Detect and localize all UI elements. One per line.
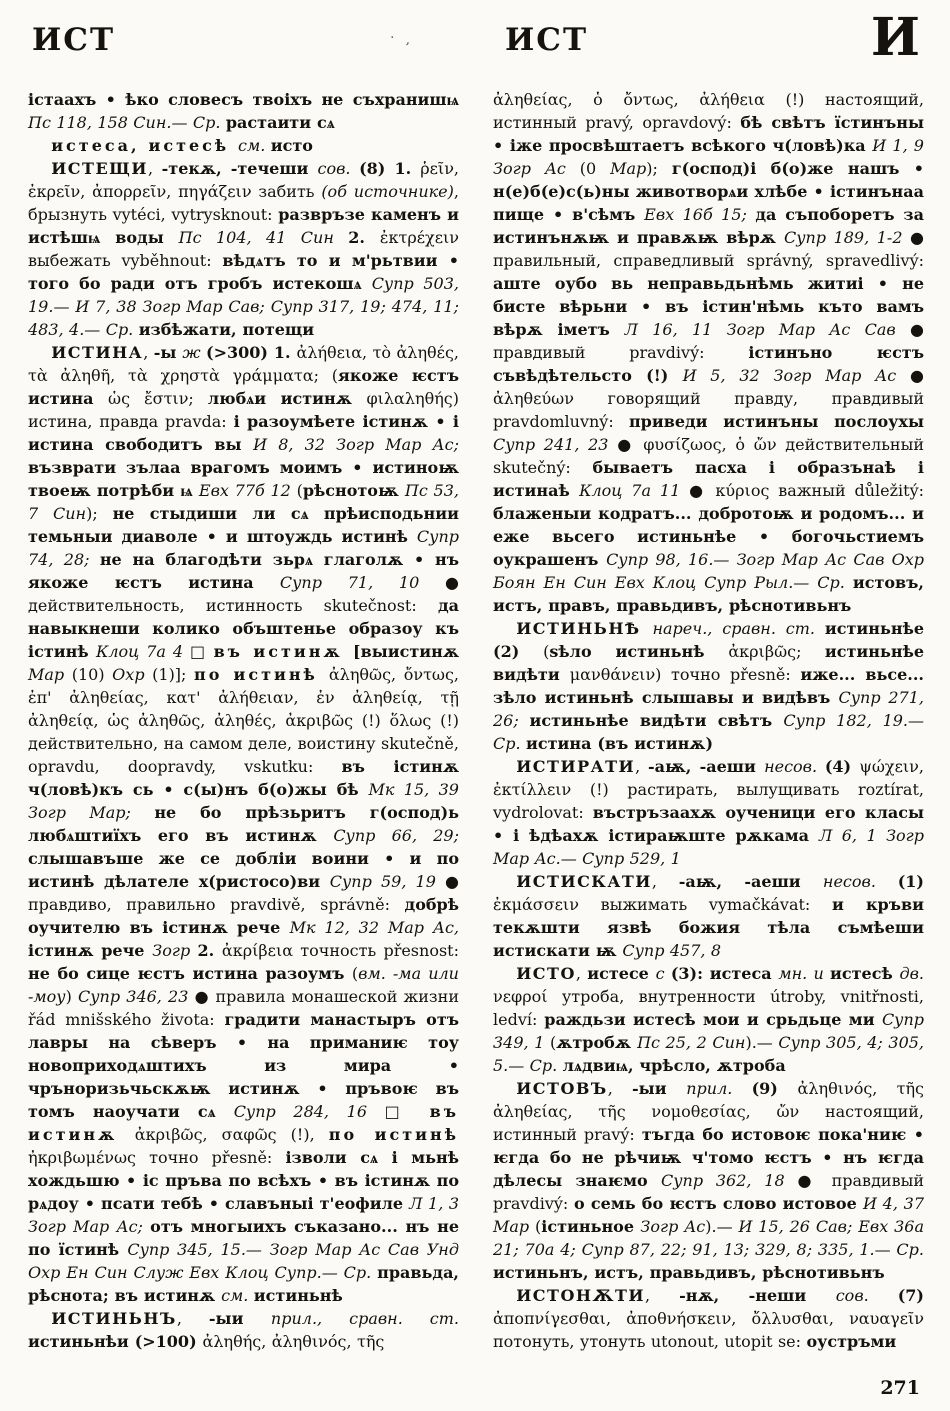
page-number: 271 <box>880 1377 920 1399</box>
text-segment-g: μανθάνειν <box>569 665 656 684</box>
text-segment-g: ἀληθινός, τῆς ἀληθείας, τῆς νομοθεσίας, ὤν <box>493 1079 924 1121</box>
text-segment-b: (4) <box>824 757 860 776</box>
entry-istinnu <box>28 1307 459 1353</box>
text-segment-q: не стыдиши ли сѧ прѣисподьнии темьныи диаволе • и штоуждь истинѣ <box>28 504 459 546</box>
text-segment-p: забить <box>258 182 322 201</box>
text-segment-i: Евх 16б 15; <box>644 205 756 224</box>
text-segment-s: ● <box>617 435 644 454</box>
text-segment-q: истиньнѣе видѣти свѣтъ <box>529 711 784 730</box>
text-segment-g: ψώχειν, ἐκτίλλειν (!) <box>493 757 924 799</box>
text-segment-i: см. <box>238 136 271 155</box>
text-segment-q: истиньнѣи <box>28 1332 135 1351</box>
text-segment-i: Супр 59, 19 <box>329 872 446 891</box>
scan-artifact: · , <box>389 30 416 49</box>
text-segment-g: φυσίζωος, ὁ ὤν <box>643 435 786 454</box>
text-segment-q: любѧи истинѫ <box>207 389 367 408</box>
entry-istinnu-continued <box>493 88 924 617</box>
text-segment-p: действительно, на самом деле, воистину skutečně, opravdu, doopravdy, vskutku: <box>28 734 459 776</box>
text-segment-q: -ы <box>153 343 183 362</box>
text-segment-q: -ыи <box>208 1309 271 1328</box>
text-segment-p: (10) <box>71 665 113 684</box>
text-segment-i: И 4, 37 Мар <box>493 1194 925 1236</box>
text-segment-i: Л 16, 11 Зогр Мар Ас Сав <box>624 320 911 339</box>
text-segment-q: да съпоборетъ за истинънѫѭ и правѫѭ вѣрѫ <box>493 205 925 247</box>
text-segment-q: въ істинѫ ч(ловѣ)къ сь • с(ы)нъ б(о)жы бѣ <box>28 757 459 799</box>
text-segment-h: ИСТОВЪ <box>516 1079 608 1098</box>
text-segment-qs: по истинѣ <box>194 665 329 684</box>
entry-istonoti <box>493 1284 924 1353</box>
text-segment-q: [выистинѫ <box>353 642 460 661</box>
text-segment-q: истиньнъ, истъ, правьдивъ, рѣснотивьнъ <box>493 1263 885 1282</box>
text-segment-p: ( <box>535 1217 542 1236</box>
text-segment-p: , <box>143 343 154 362</box>
entry-istiskati <box>493 870 924 962</box>
text-segment-q: не бо прѣзьритъ г(оспод)ь любѧштиїхъ его въ истинѫ <box>28 803 459 845</box>
text-segment-i: Супр 457, 8 <box>622 941 722 960</box>
text-segment-q: істаахъ • ѣко словесъ твоіхъ не съхранишѩ <box>28 90 459 109</box>
text-segment-q: якоже ѥстъ истина <box>28 366 459 408</box>
text-segment-b: (3): <box>670 964 710 983</box>
text-segment-i: Супр 345, 15.— Зогр Мар Ас Сав Унд Охр Ен Син Служ Евх Клоц Супр.— Ср. <box>28 1240 459 1282</box>
text-segment-p: точно přesně: <box>149 1148 286 1167</box>
text-segment-g: ἐκτρέχειν <box>379 228 460 247</box>
text-segment-i: см. <box>221 1286 254 1305</box>
text-segment-q: истина (въ истинѫ) <box>525 734 714 753</box>
text-segment-q: и кръви текѫшти язвѣ божия тѣла съмѣеши истискати ѭ <box>493 895 924 960</box>
text-segment-g: ἀλήθεια, τὸ ἀληθές, τὰ ἀληθῆ, τὰ χρηστὰ γράμματα; <box>28 343 460 385</box>
text-segment-q: аште оубо вь неправьдьнѣмь житиі • не бисте вѣрьни • въ істин'нѣмь къто вамъ вѣрѫ іметъ <box>493 274 924 339</box>
text-segment-p: ); <box>646 159 672 178</box>
text-segment-q: бываетъ пасха і образънаѣ і истинаѣ <box>493 458 925 500</box>
text-segment-i: Л 6, 1 Зогр Мар Ас.— Супр 529, 1 <box>493 826 925 868</box>
text-segment-p: правдивый pravdivý: <box>493 1171 924 1213</box>
text-columns <box>28 88 924 1353</box>
text-segment-i: сов. <box>317 159 360 178</box>
text-segment-i: Мк 15, 39 Зогр Мар; <box>28 780 459 822</box>
entry-istirati <box>493 755 924 870</box>
text-segment-i: Пс 53, 7 Син <box>28 481 459 523</box>
text-segment-p: правильный, справедливый správný, spravedlivý: <box>493 251 924 270</box>
text-segment-i: (об источнике) <box>321 182 454 201</box>
text-segment-i: несов. <box>764 757 825 776</box>
text-segment-g: ἐκμάσσειν <box>493 895 601 914</box>
text-segment-p: ); <box>86 504 113 523</box>
text-segment-i: И 5, 32 Зогр Мар Ас <box>682 366 911 385</box>
text-segment-p: правдивый pravdivý: <box>493 343 749 362</box>
text-segment-p: выжимать vymačkávat: <box>600 895 832 914</box>
text-segment-i: Зогр Ас <box>640 1217 706 1236</box>
text-segment-h: ИСТИНЬНѢ <box>516 619 653 638</box>
text-segment-h: ИСТИНА <box>51 343 144 362</box>
text-segment-i: Супр 362, 18 <box>661 1171 798 1190</box>
text-segment-p: , <box>147 159 162 178</box>
text-segment-g: ἀληθής, ἀληθινός, τῆς <box>202 1332 385 1351</box>
text-segment-i: Зогр <box>152 941 198 960</box>
text-segment-b: (7) <box>897 1286 924 1305</box>
text-segment-b: (1) <box>897 872 924 891</box>
running-head-left: ИСТ <box>32 22 116 58</box>
entry-istesti <box>28 157 459 341</box>
text-segment-g: ἀκρίβεια <box>221 941 301 960</box>
text-segment-p: ( <box>331 366 338 385</box>
text-segment-i: Мар <box>610 159 647 178</box>
text-segment-p: , <box>635 757 648 776</box>
text-segment-q: ѫтробѫ <box>556 1033 638 1052</box>
text-segment-p: настоящий, истинный pravý, opravdový: <box>493 90 924 132</box>
text-segment-g: ἀληθῶς, ὄντως, ἐπ' ἀληθείας, κατ' ἀλήθειαν, ἐν ἀληθείᾳ, τῇ ἀληθείᾳ, ὡς ἀληθῶς, ἀληθές, ἀκριβῶς (!) ὅλως (!) <box>28 665 460 730</box>
text-segment-i: несов. <box>822 872 898 891</box>
text-segment-i: Мар <box>28 665 72 684</box>
text-segment-q: добрѣ оучителю въ істинѫ рече <box>28 895 459 937</box>
text-segment-b: (9) <box>751 1079 798 1098</box>
text-segment-s: ● <box>910 228 925 247</box>
text-segment-b: (8) 1. <box>359 159 421 178</box>
entry-istina <box>28 341 459 1307</box>
text-segment-i: И 1, 9 Зогр Ас <box>493 136 924 178</box>
text-segment-p: , брызнуть vytéci, vytrysknout: <box>28 182 459 224</box>
text-segment-p: , <box>645 1286 680 1305</box>
text-segment-s: ● <box>797 1171 832 1190</box>
text-segment-i: И 15, 26 Сав; Евх 36а 21; 70а 4; Супр 87, 22; 91, 13; 329, 8; 335, 1.— Ср. <box>493 1217 925 1259</box>
text-segment-i: Супр 71, 10 <box>279 573 446 592</box>
text-segment-q: лѧдвиѩ, чрѣсло, ѫтроба <box>562 1056 786 1075</box>
text-segment-q: г(оспод)і б(о)же нашъ • н(е)б(е)с(ь)ны животворѧи хлѣбе • істинънаа пище • в'сѣмъ <box>493 159 925 224</box>
text-segment-i: сов. <box>835 1286 898 1305</box>
text-segment-i: Супр 66, 29; <box>333 826 459 845</box>
text-segment-q: істинъно ѥстъ съвѣдѣтельсто (!) <box>493 343 924 385</box>
text-segment-q: отъ многыихъ съказано... нъ не по їстинѣ <box>28 1217 459 1259</box>
text-segment-q: правьда, рѣснота; въ истинѫ <box>28 1263 459 1305</box>
text-segment-s: ● <box>194 987 216 1006</box>
text-segment-qs: по истинѣ <box>328 1125 460 1144</box>
text-segment-i: мн. и <box>778 964 831 983</box>
text-segment-q: тъгда бо истовоѥ пока'ниѥ • ѥгда бо не рѣчиѭ ч'томо ѥстъ • нъ ѥгда дѣлесы знаѥмо <box>493 1125 925 1190</box>
right-column <box>493 88 924 1353</box>
text-segment-q: бѣ свѣтъ їстинъны • іже просвѣштаетъ всѣкого ч(ловѣ)ка <box>493 113 925 155</box>
text-segment-h: ИСТОНѪТИ <box>516 1286 646 1305</box>
text-segment-p: утроба, внутренности útroby, vnitřnosti, ledví: <box>493 987 925 1029</box>
text-segment-g: ῥεῖν, ἐκρεῖν, ἀπορρεῖν, πηγάζειν <box>28 159 460 201</box>
text-segment-i: Супр 98, 16.— Зогр Мар Ас Сав Охр Боян Ен Син Евх Клоц Супр Рыл.— Ср. <box>493 550 924 592</box>
text-segment-q: -аѭ, -аеши <box>678 872 823 891</box>
text-segment-s: ● <box>910 320 925 339</box>
text-segment-i: Супр 284, 16 <box>233 1102 385 1121</box>
text-segment-q: истиньнѣ <box>253 1286 343 1305</box>
text-segment-b: (>300) 1. <box>206 343 297 362</box>
text-segment-b: (>100) <box>134 1332 203 1351</box>
text-segment-q: да навыкнеши колико объштенье образоу къ істинѣ <box>28 596 459 661</box>
text-segment-q: истовъ, истъ, правъ, правьдивъ, рѣснотивьнъ <box>493 573 924 615</box>
text-segment-q: і разоумѣете істинѫ • і истина свободитъ вы <box>28 412 460 454</box>
text-segment-p: ) точно přesně: <box>655 665 801 684</box>
text-segment-q: избѣжати, потещи <box>138 320 315 339</box>
text-segment-s: ● <box>910 366 924 385</box>
text-segment-b: 2. <box>197 941 222 960</box>
text-segment-q: істинѫ рече <box>28 941 153 960</box>
text-segment-i: Клоц 7а 11 <box>579 481 690 500</box>
text-segment-i: Евх 77б 12 <box>198 481 297 500</box>
text-segment-i: Пс 104, 41 Син <box>178 228 349 247</box>
text-segment-g: ἀκριβῶς, σαφῶς (!), <box>134 1125 329 1144</box>
text-segment-q: слышавъше же се добліи воини • и по истинѣ дѣлателе х(ристосо)ви <box>28 849 459 891</box>
continuation-paragraph <box>28 88 459 134</box>
text-segment-q: въстръзаахѫ оученици его класы • і ѣдѣахѫ істираѭште рѫкама <box>493 803 924 845</box>
text-segment-i: ж <box>182 343 206 362</box>
text-segment-s: □ <box>384 1102 430 1121</box>
entry-istovu <box>493 1077 924 1284</box>
text-segment-s: ● <box>445 872 459 891</box>
text-segment-i: Супр 74, 28; <box>28 527 459 569</box>
text-segment-g: φιλαληθής <box>366 389 453 408</box>
left-column <box>28 88 459 1353</box>
text-segment-h: ИСТО <box>516 964 576 983</box>
text-segment-g: ἠκριβωμένως <box>28 1148 150 1167</box>
text-segment-q: приведи истинъны послоухы <box>628 412 924 431</box>
text-segment-q: о семь бо ѥстъ слово истовое <box>574 1194 863 1213</box>
text-segment-q: истесе <box>587 964 656 983</box>
text-segment-q: рѣснотоѭ <box>302 481 405 500</box>
text-segment-p: важный důležitý: <box>778 481 925 500</box>
text-segment-q: істиньное <box>541 1217 641 1236</box>
text-segment-g: νεφροί <box>493 987 562 1006</box>
text-segment-i: дв. <box>899 964 924 983</box>
text-segment-q: -аѭ, -аеши <box>648 757 765 776</box>
text-segment-p: правила монашеской жизни řád mnišského života: <box>28 987 459 1029</box>
text-segment-q: иже... вьсе... зѣло истиньнѣ слышавы и видѣвъ <box>493 665 924 707</box>
text-segment-q: градити манастыръ отъ лавры на сѣверъ • на приманиѥ тоу новоприходѧштихъ из мира • чръноризьчьскѫѭ истинѫ • пръвоѥ въ томъ наоучати сѧ <box>28 1010 460 1121</box>
text-segment-i: Супр 503, 19.— И 7, 38 Зогр Мар Сав; Супр 317, 19; 474, 11; 483, 4.— Ср. <box>28 274 459 339</box>
text-segment-p: ).— <box>705 1217 739 1236</box>
text-segment-qs: истеса, истесѣ <box>51 136 239 155</box>
text-segment-q: ѕѣло истиньнѣ <box>549 642 729 661</box>
entry-isto <box>493 962 924 1077</box>
text-segment-p: , <box>176 1309 209 1328</box>
text-segment-q: ізволи сѧ і мьнѣ хождьшю • іс пръва по всѣхъ • въ істинѫ по рѧдоу • псати тебѣ • славъныі т'еофиле <box>28 1148 460 1213</box>
text-segment-i: Супр 346, 23 <box>78 987 195 1006</box>
text-segment-i: Л 1, 3 Зогр Мар Ас; <box>28 1194 460 1236</box>
text-segment-q: растаити сѧ <box>225 113 335 132</box>
text-segment-i: Супр 349, 1 <box>493 1010 925 1052</box>
text-segment-p: , <box>651 872 679 891</box>
text-segment-p: потонуть, утонуть utonout, utopit se: <box>493 1332 807 1351</box>
entry-istinne <box>493 617 924 755</box>
text-segment-p: , <box>575 964 588 983</box>
text-segment-h: ИСТИРАТИ <box>516 757 636 776</box>
text-segment-q: истеса <box>709 964 779 983</box>
text-segment-h: ИСТЕЩИ <box>51 159 148 178</box>
text-segment-g: ἀποπνίγεσθαι, ἀποθνήσκειν, ὄλλυσθαι, ναυαγεῖν <box>493 1309 924 1328</box>
text-segment-qs: въ истинѫ <box>213 642 354 661</box>
text-segment-q: не бо сице ѥстъ истина разоумъ <box>28 964 352 983</box>
text-segment-i: прил., сравн. ст. <box>270 1309 460 1328</box>
text-segment-p: ).— <box>745 1033 779 1052</box>
text-segment-q: блаженыи кодратъ... добротоѭ и родомъ... и еже вьсего истиньнѣе • богочьстиемъ оукрашенъ <box>493 504 924 569</box>
text-segment-g: ὡς ἔστιν; <box>108 389 208 408</box>
text-segment-p: , <box>607 1079 633 1098</box>
text-segment-p: действительный skutečný: <box>493 435 924 477</box>
text-segment-i: Мк 12, 32 Мар Ас, <box>289 918 459 937</box>
text-segment-b: 2. <box>348 228 380 247</box>
cross-reference-istesa <box>28 134 459 157</box>
text-segment-p: точность přesnost: <box>300 941 459 960</box>
text-segment-p: ( <box>296 481 303 500</box>
text-segment-q: възврати зълаа врагомъ моимъ • истиноѭ твоеѭ потрѣби ѩ <box>28 458 459 500</box>
text-segment-g: κύριος <box>715 481 779 500</box>
text-segment-q: -текѫ, -течеши <box>161 159 318 178</box>
text-segment-s: ● <box>689 481 716 500</box>
text-segment-q: -ыи <box>632 1079 687 1098</box>
running-head-center: ИСТ <box>505 22 589 58</box>
text-segment-g: ἀκριβῶς; <box>728 642 825 661</box>
text-segment-q: развръзе каменъ и истѣшѩ воды <box>28 205 460 247</box>
text-segment-p: ( <box>549 1033 557 1052</box>
text-segment-s: □ <box>190 642 214 661</box>
text-segment-i: Супр 182, 19.— Ср. <box>493 711 925 753</box>
text-segment-i: Супр 305, 4; 305, 5.— Ср. <box>493 1033 925 1075</box>
text-segment-p: (0 <box>579 159 611 178</box>
text-segment-g: ἀληθείας, ὁ ὄντως, ἀλήθεια (!) <box>493 90 825 109</box>
text-segment-i: Клоц 7а 4 <box>95 642 190 661</box>
text-segment-q: истесѣ <box>830 964 900 983</box>
text-segment-p: выбежать vyběhnout: <box>28 251 223 270</box>
text-segment-g: ἀληθεύων <box>493 389 608 408</box>
text-segment-i: Супр 241, 23 <box>493 435 618 454</box>
text-segment-h: ИСТИСКАТИ <box>516 872 652 891</box>
text-segment-i: прил. <box>686 1079 752 1098</box>
text-segment-qs: въ истинѫ <box>28 1102 459 1144</box>
text-segment-p: ) <box>65 987 79 1006</box>
text-segment-p: правдиво, правильно pravdivě, správně: <box>28 895 405 914</box>
text-segment-b: (2) <box>493 642 544 661</box>
text-segment-s: ● <box>445 573 459 592</box>
text-segment-p: говорящий правду, правдивый pravdomluvný: <box>493 389 925 431</box>
text-segment-i: нареч., сравн. ст. <box>652 619 825 638</box>
text-segment-p: ) истина, правда pravda: <box>28 389 460 431</box>
text-segment-q: не на благодѣти зьрѧ глаголѫ • нъ якоже ѥстъ истина <box>28 550 459 592</box>
text-segment-i: Пс 25, 2 Син <box>637 1033 746 1052</box>
text-segment-i: Супр 189, 1-2 <box>783 228 911 247</box>
text-segment-p: ( <box>351 964 359 983</box>
text-segment-i: Супр 271, 26; <box>493 688 924 730</box>
text-segment-p: (1)]; <box>152 665 195 684</box>
text-segment-i: И 8, 32 Зогр Мар Ас; <box>253 435 460 454</box>
text-segment-i: Охр <box>112 665 153 684</box>
text-segment-q: истиньнѣе видѣти <box>493 642 924 684</box>
text-segment-q: вѣдѧтъ то и м'рьтвии • того бо ради отъ гробъ истекошѧ <box>28 251 459 293</box>
section-letter: И <box>870 7 920 68</box>
text-segment-h: ИСТИНЬНЪ <box>51 1309 177 1328</box>
text-segment-q: исто <box>270 136 313 155</box>
text-segment-p: ( <box>543 642 550 661</box>
text-segment-i: вм. -ма или -моу <box>28 964 459 1006</box>
text-segment-q: истиньнѣе <box>824 619 924 638</box>
text-segment-q: оустръми <box>806 1332 897 1351</box>
text-segment-i: с <box>655 964 671 983</box>
text-segment-q: раждьзи истесѣ мои и срьдьце ми <box>544 1010 882 1029</box>
text-segment-i: Пс 118, 158 Син.— Ср. <box>28 113 226 132</box>
text-segment-p: настоящий, истинный pravý: <box>493 1102 924 1144</box>
text-segment-q: -нѫ, -неши <box>679 1286 836 1305</box>
text-segment-p: действительность, истинность skutečnost: <box>28 596 438 615</box>
text-segment-p: растирать, вылущивать roztírat, vydrolovat: <box>493 780 924 822</box>
